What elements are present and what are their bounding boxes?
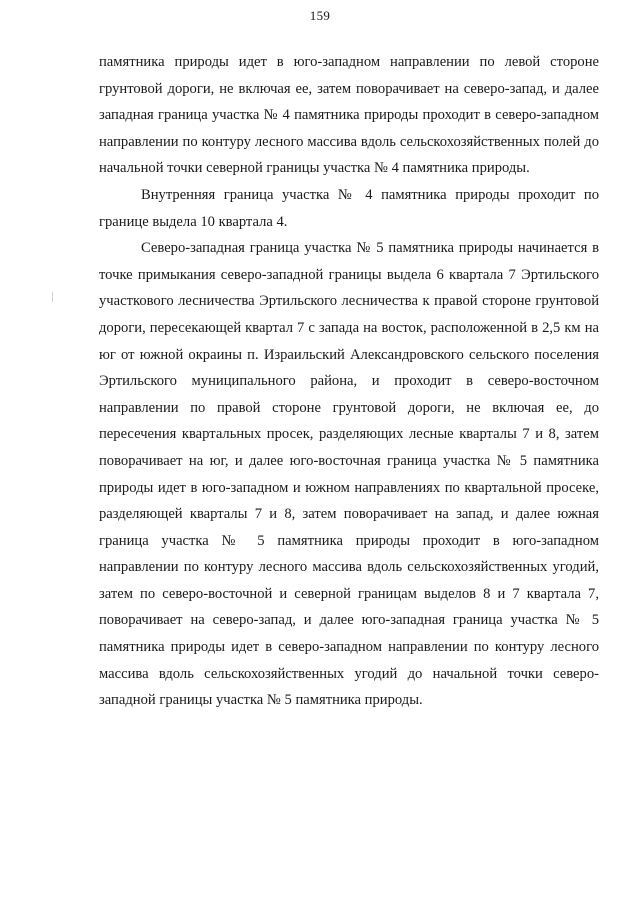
- page-number: 159: [309, 8, 331, 23]
- paragraph-3: Северо-западная граница участка № 5 памятника природы начинается в точке примыкания северо-западной границы выдела 6 квартала 7 Эртильского участкового лесничества Эртильского лесничества к правой стороне грунтовой дороги, пересекающей квартал 7 с запада на восток, расположенной в 2,5 км на юг от южной окраины п. Израильский Александровского сельского поселения Эртильского муниципального района, и проходит в северо-восточном направлении по правой стороне грунтовой дороги, не включая ее, до пересечения квартальных просек, разделяющих лесные кварталы 7 и 8, затем поворачивает на юг, и далее юго-восточная граница участка № 5 памятника природы идет в юго-западном и южном направлениях по квартальной просеке, разделяющей кварталы 7 и 8, затем поворачивает на запад, и далее южная граница участка № 5 памятника природы проходит в юго-западном направлении по контуру лесного массива вдоль сельскохозяйственных угодий, затем по северо-восточной и северной границам выделов 8 и 7 квартала 7, поворачивает на северо-запад, и далее юго-западная граница участка № 5 памятника природы идет в северо-западном направлении по контуру лесного массива вдоль сельскохозяйственных угодий до начальной точки северо-западной границы участка № 5 памятника природы.: [99, 240, 599, 709]
- body-text: [99, 49, 599, 714]
- scan-margin-mark: [52, 292, 53, 302]
- paragraph-2: Внутренняя граница участка № 4 памятника природы проходит по границе выдела 10 квартала 4.: [99, 186, 599, 230]
- paragraph-1: памятника природы идет в юго-западном направлении по левой стороне грунтовой дороги, не включая ее, затем поворачивает на северо-запад, и далее западная граница участка № 4 памятника природы проходит в северо-западном направлении по контуру лесного массива вдоль сельскохозяйственных полей до начальной точки северной границы участка № 4 памятника природы.: [99, 54, 599, 177]
